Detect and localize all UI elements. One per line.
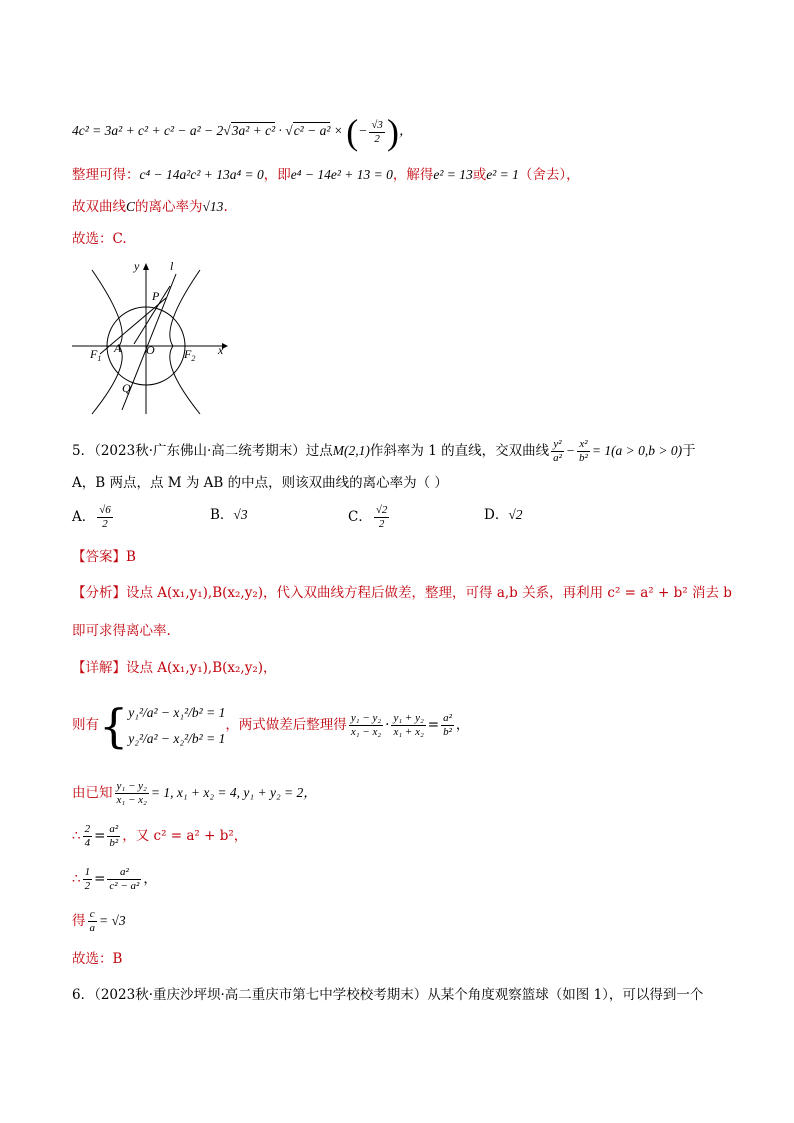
frac-num: c — [88, 908, 98, 922]
frac-den: b² — [109, 837, 119, 849]
option-value: √2 — [508, 507, 523, 522]
therefore-2: ∴ — [72, 871, 81, 887]
result-prefix: 整理可得： — [72, 167, 140, 183]
frac-num: y₁ − y₂ — [116, 780, 147, 792]
known-frac — [115, 780, 149, 807]
ecc-value: √13 — [202, 199, 224, 214]
eccentricity-line — [72, 196, 228, 218]
equation-system — [128, 700, 225, 752]
step1-rest: ，又 c² = a² + b²， — [122, 828, 248, 844]
label-q: Q — [122, 381, 131, 395]
fraction-sqrt3-over-2 — [369, 119, 385, 146]
q5-mid: 作斜率为 1 的直线，交双曲线 — [369, 443, 550, 459]
q5-stem-line1 — [72, 438, 696, 465]
frac-den: b² — [579, 452, 588, 464]
label-o: O — [146, 343, 155, 357]
frac-num: √6 — [99, 504, 111, 516]
frac-den: 2 — [102, 518, 108, 530]
frac-den: 2 — [374, 132, 380, 145]
frac-num: 2 — [84, 823, 91, 835]
times-operator: × — [330, 123, 347, 139]
q5-frac-y2-a2 — [551, 438, 564, 465]
analysis-text: 设点 A(x₁,y₁),B(x₂,y₂)，代入双曲线方程后做差，整理，可得 a,b 关系，再利用 c² = a² + b² 消去 b — [126, 585, 732, 601]
therefore-1: ∴ — [72, 828, 81, 844]
choose-c-line: 故选：C. — [72, 231, 127, 247]
q5-known — [72, 780, 317, 807]
q5-choose: 故选：B — [72, 951, 123, 967]
sys-tail: ， — [455, 717, 470, 733]
detail-tag: 【详解】 — [72, 660, 126, 676]
option-value: √3 — [233, 507, 248, 522]
system-row-1: y₁²/a² − x₁²/b² = 1 — [128, 704, 226, 720]
frac-den: x₁ − x₂ — [116, 794, 147, 806]
q5-step3 — [72, 908, 126, 935]
ecc-prefix: 故双曲线 — [72, 199, 126, 215]
step2-frac-a — [83, 866, 93, 893]
result-eq4: e² = 1 — [486, 167, 519, 182]
option-label: C． — [348, 509, 372, 525]
result-eq3: e² = 13 — [433, 167, 473, 182]
option-a[interactable] — [72, 504, 115, 531]
minus-sign: − — [358, 123, 368, 139]
q5-frac-x2-b2 — [577, 438, 590, 465]
step2-rest: ， — [143, 871, 157, 887]
label-a: A — [114, 341, 122, 355]
q5-analysis-line2: 即可求得离心率. — [72, 623, 171, 639]
label-f2: $F_2$ — [184, 347, 196, 363]
result-eq2: e⁴ − 14e² + 13 = 0 — [290, 167, 393, 182]
step1-eq: = — [94, 828, 106, 844]
system-row-2: y₂²/a² − x₂²/b² = 1 — [128, 730, 226, 746]
q6-stem: 6．（2023秋·重庆沙坪坝·高二重庆市第七中学校校考期末）从某个角度观察篮球（如图 1），可以得到一个 — [72, 987, 704, 1003]
curve-c: C — [126, 199, 136, 214]
eq-lhs: 4c² = 3a² + c² + c² − a² − 2 — [72, 123, 224, 139]
step2-frac-b — [107, 866, 141, 893]
sys-frac-3 — [441, 712, 454, 739]
option-a-frac — [97, 504, 113, 531]
frac-num: x² — [577, 438, 590, 452]
dot-operator: · — [275, 123, 286, 139]
option-label: A． — [72, 509, 96, 525]
system-prefix: 则有 — [72, 717, 99, 733]
sys-frac-1 — [349, 712, 383, 739]
result-mid: ，即 — [263, 167, 291, 183]
sys-eq: = — [427, 717, 440, 733]
q5-tail: 于 — [682, 443, 696, 459]
frac-num: a² — [109, 823, 119, 835]
label-x: x — [218, 343, 224, 357]
sqrt-term-2: √ — [285, 123, 293, 139]
sys-frac-2 — [391, 712, 425, 739]
frac-num: a² — [443, 712, 452, 724]
frac-num: 1 — [84, 866, 91, 878]
frac-den: 4 — [84, 837, 91, 849]
step3-rest: = √3 — [99, 913, 126, 928]
result-or: 或 — [472, 167, 487, 183]
q5-step2 — [72, 866, 157, 893]
result-line — [72, 164, 580, 186]
q5-eq-rest: = 1(a > 0,b > 0) — [591, 443, 683, 458]
frac-den: x₁ − x₂ — [350, 726, 382, 738]
frac-num: y₁ + y₂ — [393, 712, 424, 724]
y-axis-arrow — [143, 263, 149, 270]
option-label: D． — [484, 507, 509, 523]
ecc-suffix: . — [223, 199, 228, 215]
label-f1: $F_1$ — [90, 347, 102, 363]
step1-frac-b — [107, 823, 120, 850]
option-d[interactable] — [484, 504, 523, 526]
result-suffix: （舍去）， — [518, 167, 580, 183]
known-rest: = 1, x₁ + x₂ = 4, y₁ + y₂ = 2， — [150, 785, 317, 800]
frac-num: y₁ − y₂ — [350, 712, 382, 724]
option-label: B． — [210, 507, 234, 523]
q5-head: 5．（2023秋·广东佛山·高二统考期末）过点 — [72, 443, 333, 459]
frac-den: a² — [553, 452, 562, 464]
option-c-frac — [374, 504, 390, 531]
frac-den: 2 — [84, 880, 91, 892]
result-mid2: ，解得 — [392, 167, 434, 183]
frac-num: a² — [107, 866, 141, 880]
line-tail: ， — [398, 123, 413, 139]
hyperbola-figure — [72, 258, 232, 416]
analysis-tag: 【分析】 — [72, 585, 126, 601]
q5-point-m: M — [332, 443, 345, 458]
q5-system-line — [72, 690, 469, 760]
frac-den: x₁ + x₂ — [393, 726, 424, 738]
frac-den: b² — [443, 726, 452, 738]
step3-prefix: 得 — [72, 913, 86, 929]
q5-detail — [72, 657, 277, 679]
label-l: l — [170, 259, 174, 273]
known-prefix: 由已知 — [72, 785, 113, 801]
q5-stem-line2: A，B 两点，点 M 为 AB 的中点，则该双曲线的离心率为（ ） — [72, 475, 448, 491]
detail-text: 设点 A(x₁,y₁),B(x₂,y₂)， — [126, 660, 277, 676]
label-p: P — [152, 289, 160, 303]
sys-dot: · — [385, 717, 390, 733]
step2-eq: = — [94, 871, 106, 887]
left-brace: { — [99, 698, 129, 753]
q5-point-coords: (2,1) — [344, 443, 370, 458]
frac-num: y² — [551, 438, 564, 452]
system-mid: ，两式做差后整理得 — [225, 717, 347, 733]
q5-analysis — [72, 582, 732, 604]
frac-num: √2 — [375, 504, 388, 516]
step3-frac — [88, 908, 98, 935]
q5-step1 — [72, 823, 247, 850]
result-eq1: c⁴ − 14a²c² + 13a⁴ = 0 — [139, 167, 264, 182]
q5-answer: 【答案】B — [72, 549, 136, 565]
frac-den: 2 — [378, 518, 385, 530]
ecc-mid: 的离心率为 — [135, 199, 203, 215]
left-paren: ( — [346, 112, 359, 152]
frac-den: c² − a² — [109, 880, 140, 892]
option-b[interactable] — [210, 504, 248, 526]
sqrt-term-1: √ — [223, 123, 231, 139]
sqrt-content-1: 3a² + c² — [231, 123, 276, 139]
right-paren: ) — [386, 112, 399, 152]
step1-frac-a — [83, 823, 93, 850]
label-y: y — [134, 259, 140, 273]
option-c[interactable] — [348, 504, 391, 531]
equation-line-1 — [72, 114, 412, 150]
q5-minus: − — [565, 443, 576, 458]
sqrt-content-2: c² − a² — [293, 123, 331, 139]
frac-den: a — [89, 922, 95, 934]
frac-num: √3 — [371, 118, 383, 131]
